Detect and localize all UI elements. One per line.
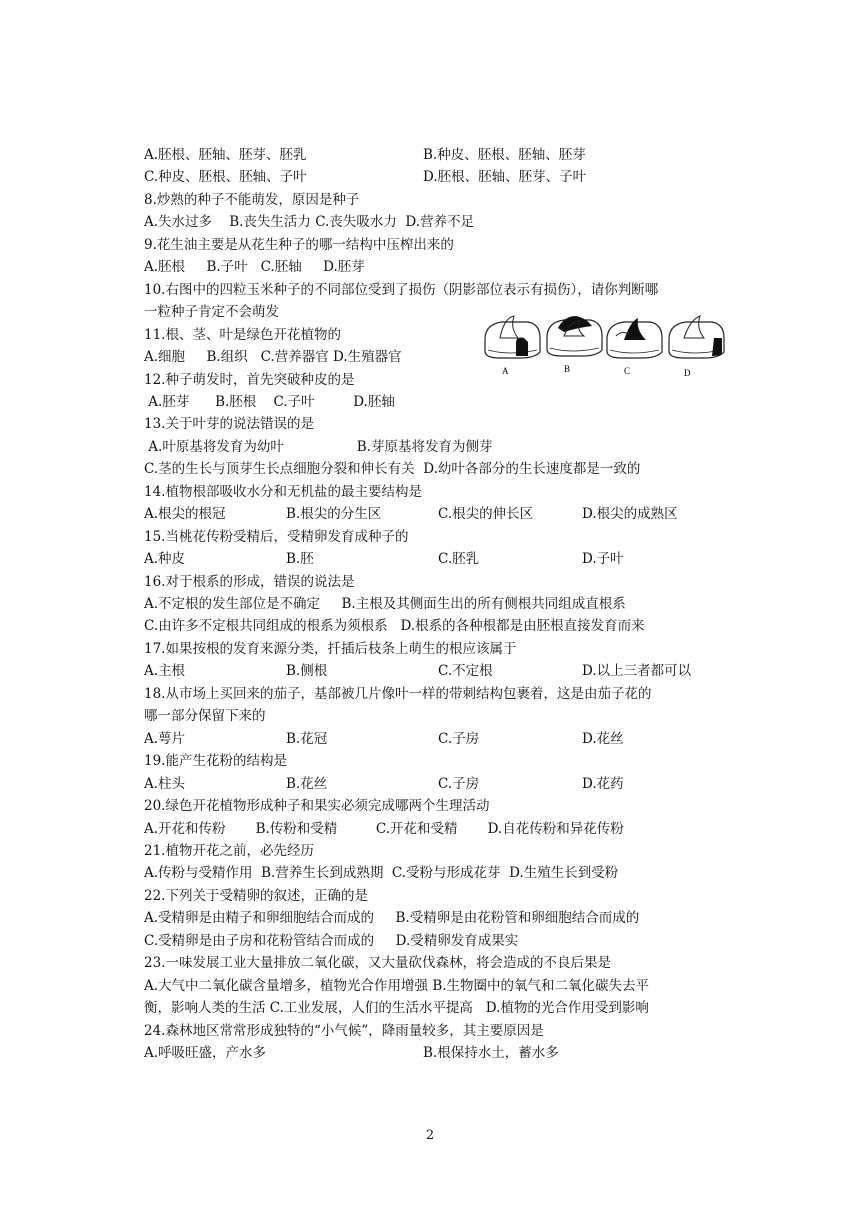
option-a: A.胚根、胚轴、胚芽、胚乳 (144, 147, 307, 163)
text-line: C.茎的生长与顶芽生长点细胞分裂和伸长有关 D.幼叶各部分的生长速度都是一致的 (144, 461, 641, 478)
text-line: 衡，影响人类的生活 C.工业发展，人们的生活水平提高 D.植物的光合作用受到影响 (144, 1000, 649, 1017)
option-a: A.萼片 (144, 730, 186, 747)
text-line: A.大气中二氧化碳含量增多，植物光合作用增强 B.生物圈中的氧气和二氧化碳失去平 (144, 977, 650, 994)
corn-seed-b (547, 316, 602, 356)
text-line (0, 548, 860, 570)
option-c: C.胚乳 (438, 551, 480, 568)
option-d: D.子叶 (582, 551, 624, 568)
text-line: 15.当桃花传粉受精后，受精卵发育成种子的 (144, 528, 409, 545)
option-a: A.种皮 (144, 551, 186, 568)
text-line: 12.种子萌发时，首先突破种皮的是 (144, 371, 355, 388)
figure-label-a: A (502, 366, 509, 376)
option-a: A.主根 (144, 663, 186, 680)
option-c: C.子房 (438, 775, 480, 792)
text-line: 20.绿色开花植物形成种子和果实必须完成哪两个生理活动 (144, 798, 490, 815)
text-line: A.细胞 B.组织 C.营养器官 D.生殖器官 (144, 349, 402, 366)
text-line: A.开花和传粉 B.传粉和受精 C.开花和受精 D.自花传粉和异花传粉 (144, 820, 624, 837)
text-line: 24.森林地区常常形成独特的“小气候”，降雨量较多，其主要原因是 (144, 1022, 544, 1039)
text-line: 13.关于叶芽的说法错误的是 (144, 416, 314, 433)
text-line: 哪一部分保留下来的 (144, 708, 266, 725)
option-d: D.根尖的成熟区 (582, 506, 678, 523)
text-line (0, 660, 860, 682)
corn-seed-a (485, 316, 540, 358)
page-number: 2 (425, 1128, 435, 1143)
text-line: 16.对于根系的形成，错误的说法是 (144, 573, 355, 590)
text-line: 19.能产生花粉的结构是 (144, 753, 287, 770)
option-c: C.子房 (438, 730, 480, 747)
text-line: 一粒种子肯定不会萌发 (144, 304, 279, 321)
text-line: A.失水过多 B.丧失生活力 C.丧失吸水力 D.营养不足 (144, 214, 475, 231)
text-line: 21.植物开花之前，必先经历 (144, 842, 314, 859)
option-a: C.种皮、胚根、胚轴、子叶 (144, 169, 307, 186)
text-line (0, 503, 860, 525)
text-line: A.胚芽 B.胚根 C.子叶 D.胚轴 (144, 393, 395, 410)
option-b: B.根保持水土，蓄水多 (423, 1045, 559, 1061)
option-c: C.不定根 (438, 663, 493, 680)
option-b: B.种皮、胚根、胚轴、胚芽 (423, 147, 586, 163)
text-line (0, 1042, 860, 1064)
text-line: 8.炒熟的种子不能萌发，原因是种子 (144, 191, 360, 208)
figure-label-d: D (684, 368, 691, 378)
option-a: A.呼吸旺盛，产水多 (144, 1045, 267, 1061)
corn-seed-d (669, 316, 724, 358)
option-d: D.花丝 (582, 730, 624, 747)
text-line (0, 144, 860, 166)
corn-seed-c (607, 318, 662, 358)
text-line: 11.根、茎、叶是绿色开花植物的 (144, 326, 341, 343)
text-line (0, 166, 860, 188)
option-b: B.花冠 (286, 730, 328, 747)
text-line: 22.下列关于受精卵的叙述，正确的是 (144, 887, 368, 904)
text-line: A.叶原基将发育为幼叶 B.芽原基将发育为侧芽 (144, 438, 493, 455)
corn-seeds-figure (480, 310, 725, 378)
option-b: D.胚根、胚轴、胚芽、子叶 (423, 169, 587, 186)
figure-label-b: B (564, 364, 571, 374)
text-line: A.不定根的发生部位是不确定 B.主根及其侧面生出的所有侧根共同组成直根系 (144, 596, 626, 612)
option-d: D.以上三者都可以 (582, 663, 692, 680)
option-a: A.柱头 (144, 775, 186, 792)
text-line: 17.如果按根的发育来源分类，扦插后枝条上萌生的根应该属于 (144, 640, 517, 657)
option-b: B.根尖的分生区 (286, 506, 382, 523)
text-line: 23.一味发展工业大量排放二氧化碳，又大量砍伐森林，将会造成的不良后果是 (144, 955, 611, 972)
text-line: 18.从市场上买回来的茄子，基部被几片像叶一样的带刺结构包裹着，这是由茄子花的 (144, 685, 652, 702)
text-line: A.传粉与受精作用 B.营养生长到成熟期 C.受粉与形成花芽 D.生殖生长到受粉 (144, 865, 619, 882)
option-d: D.花药 (582, 775, 624, 792)
text-line: 9.花生油主要是从花生种子的哪一结构中压榨出来的 (144, 236, 454, 253)
text-line: 14.植物根部吸收水分和无机盐的最主要结构是 (144, 483, 422, 500)
text-line: C.由许多不定根共同组成的根系为须根系 D.根系的各种根都是由胚根直接发育而来 (144, 618, 645, 635)
option-b: B.花丝 (286, 775, 328, 792)
option-c: C.根尖的伸长区 (438, 506, 534, 523)
text-line: A.受精卵是由精子和卵细胞结合而成的 B.受精卵是由花粉管和卵细胞结合而成的 (144, 910, 640, 927)
option-b: B.侧根 (286, 663, 328, 680)
text-line (0, 728, 860, 750)
text-line: A.胚根 B.子叶 C.胚轴 D.胚芽 (144, 259, 365, 276)
text-line: C.受精卵是由子房和花粉管结合而成的 D.受精卵发育成果实 (144, 932, 519, 949)
text-line (0, 773, 860, 795)
text-line: 10.右图中的四粒玉米种子的不同部位受到了损伤（阴影部位表示有损伤），请你判断哪 (144, 281, 659, 298)
figure-label-c: C (624, 366, 631, 376)
option-a: A.根尖的根冠 (144, 506, 226, 523)
option-b: B.胚 (286, 551, 314, 568)
